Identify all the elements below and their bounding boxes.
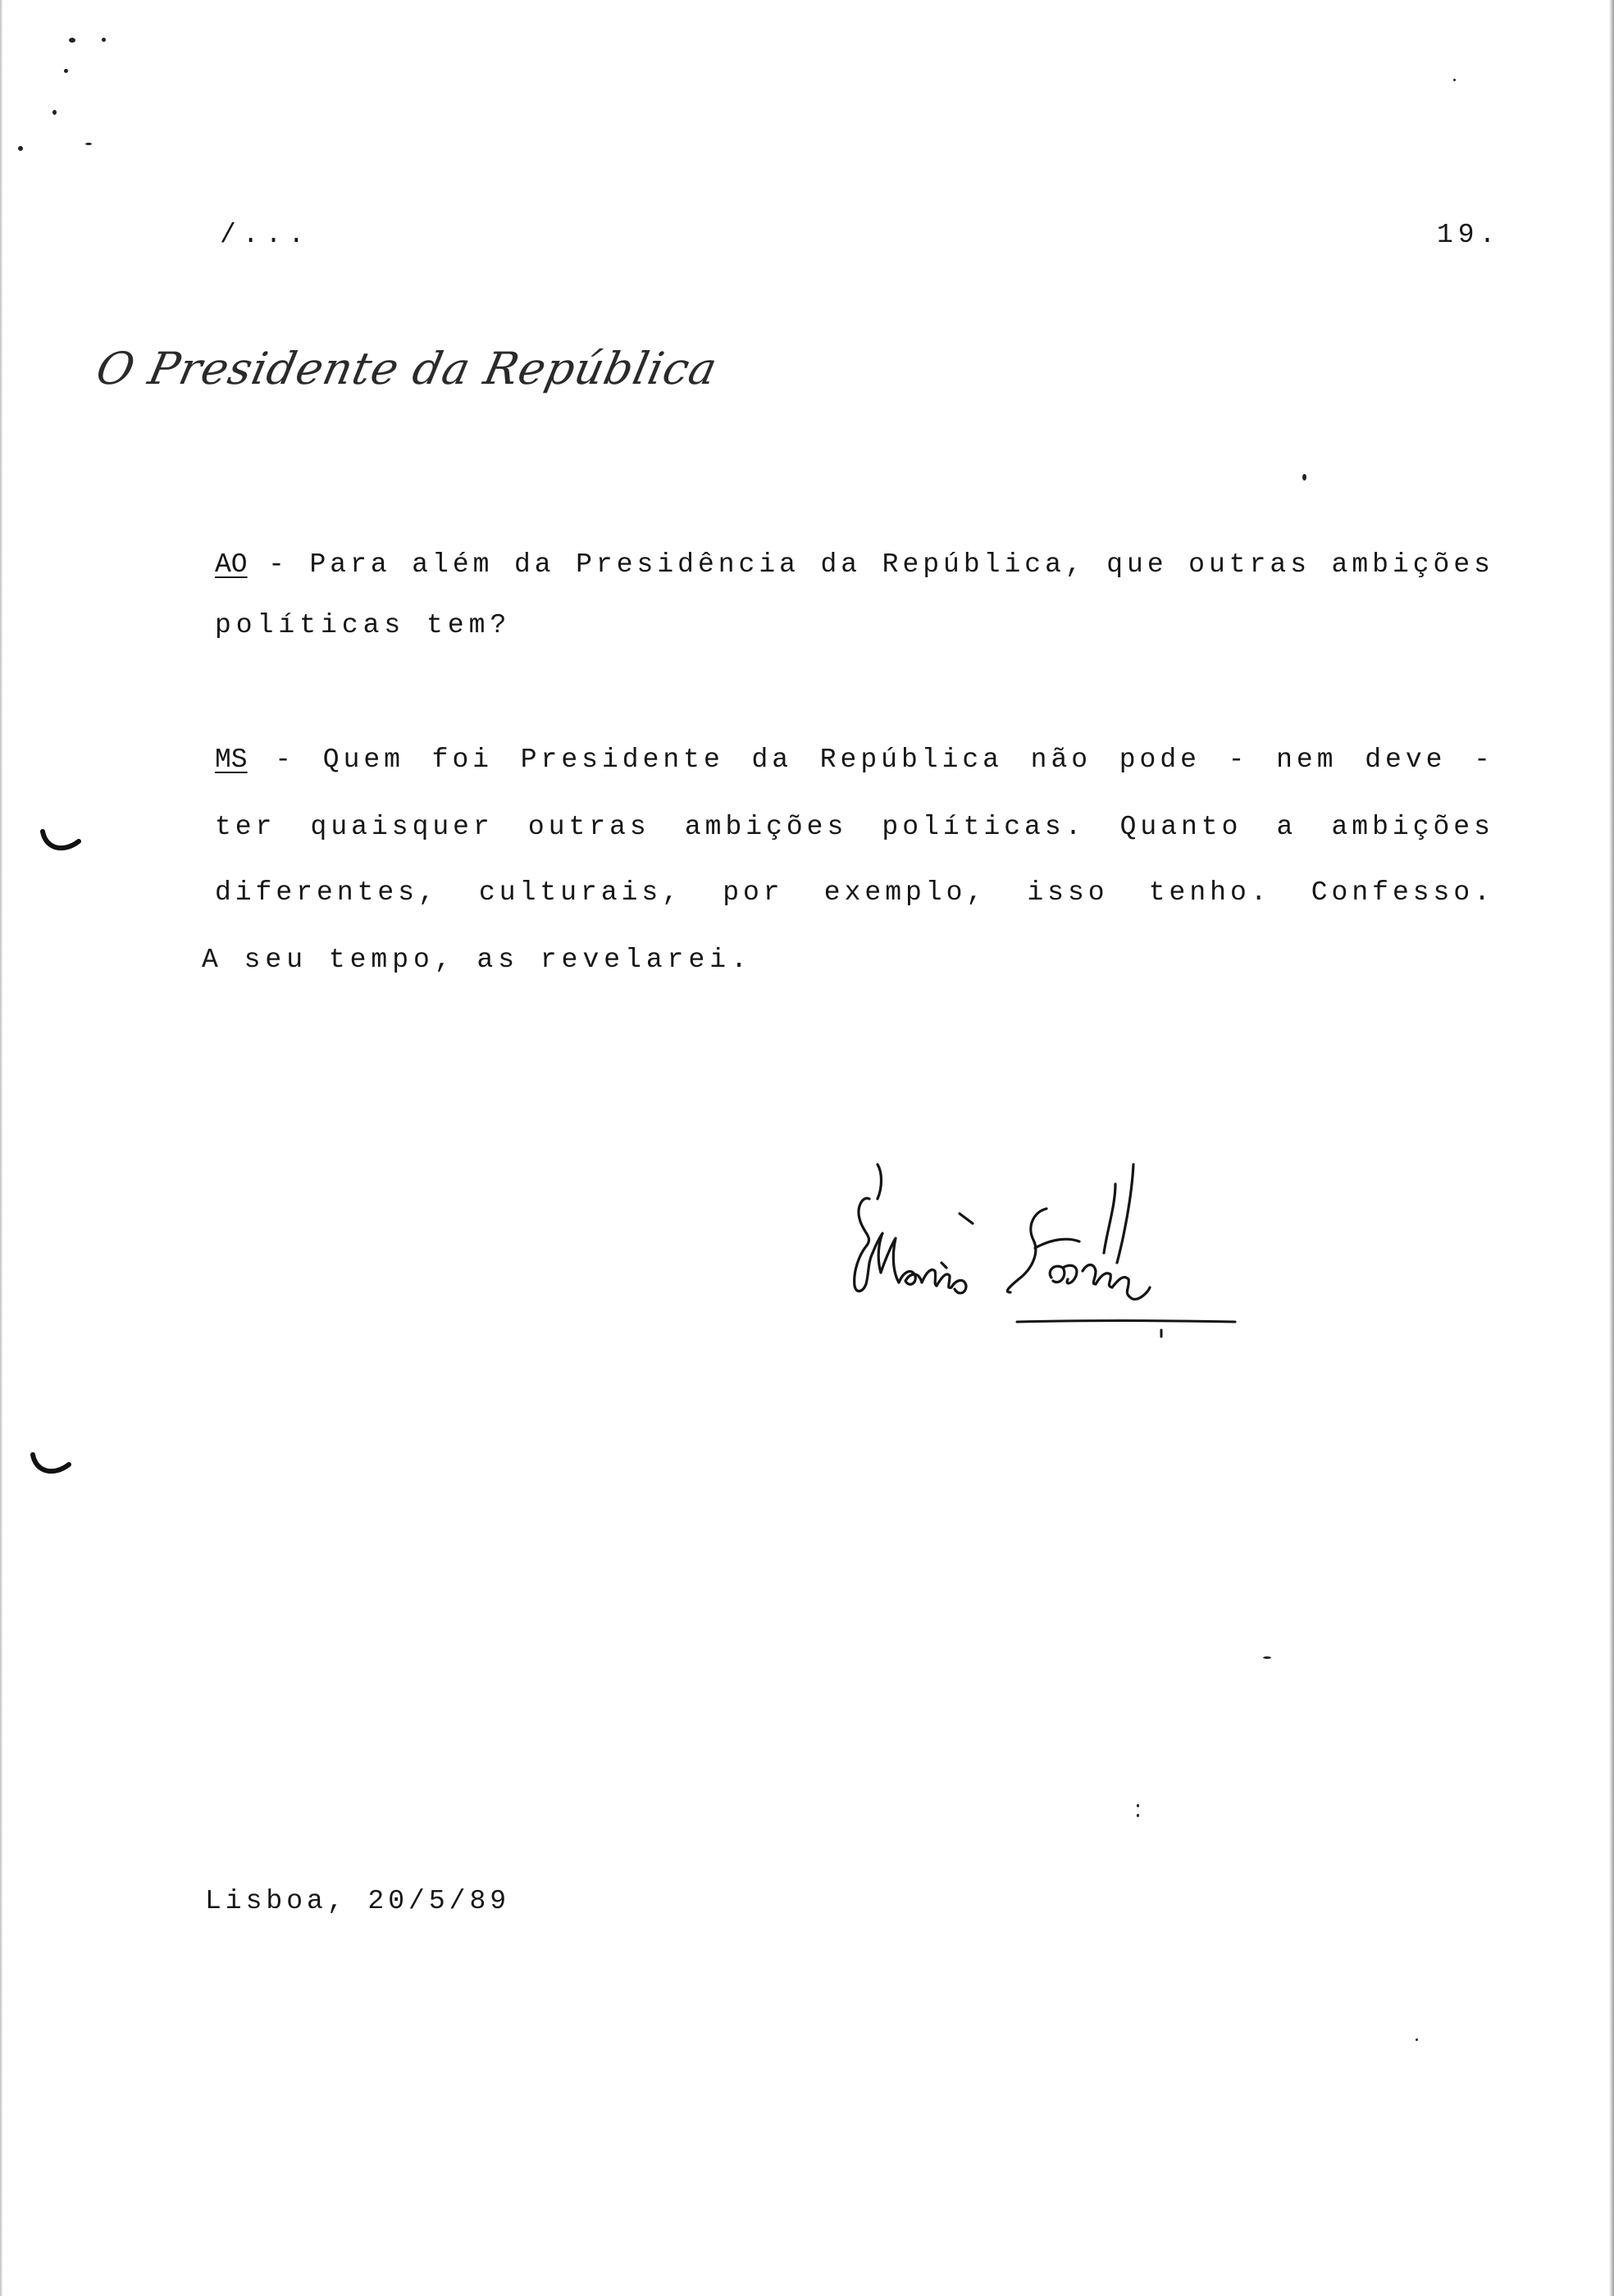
word: ambições — [1331, 812, 1494, 842]
word: República — [819, 745, 1003, 775]
word: foi — [431, 745, 494, 775]
speaker-label-answer: MS — [215, 745, 248, 775]
scan-speck — [18, 146, 23, 151]
word: outras — [1188, 549, 1311, 580]
word: políticas. — [882, 812, 1086, 842]
word: nem — [1276, 745, 1338, 775]
word: ambições — [1331, 549, 1494, 580]
word: da — [820, 549, 862, 580]
answer-line-4: A seu tempo, as revelarei. — [202, 945, 752, 975]
word: Quanto — [1119, 812, 1242, 842]
scan-edge-right — [1609, 0, 1614, 2296]
binder-hole-mark — [36, 820, 85, 869]
word: ter — [215, 812, 276, 842]
word: - — [1228, 745, 1249, 775]
question-line-2: políticas tem? — [215, 610, 512, 640]
word: além — [412, 549, 494, 580]
handwritten-signature — [845, 1148, 1238, 1345]
word: diferentes, — [215, 877, 439, 908]
word: a — [1276, 812, 1297, 842]
word: - — [1474, 745, 1494, 775]
question-line-1 — [215, 549, 1494, 580]
scan-speck — [1137, 1804, 1139, 1807]
word: tenho. — [1148, 877, 1271, 908]
word: isso — [1027, 877, 1109, 908]
word: - — [275, 745, 296, 775]
word: Confesso. — [1311, 877, 1494, 908]
word: - — [268, 549, 289, 580]
scan-speck — [64, 69, 68, 73]
scan-speck — [1416, 2039, 1418, 2041]
word: exemplo, — [823, 877, 987, 908]
place-and-date: Lisboa, 20/5/89 — [205, 1886, 511, 1916]
page-number: 19. — [1437, 220, 1501, 250]
scan-speck — [102, 38, 106, 42]
scan-edge-left — [0, 0, 2, 2296]
word: culturais, — [479, 877, 683, 908]
word: pode — [1119, 745, 1201, 775]
answer-line-1 — [215, 745, 1494, 775]
word: por — [723, 877, 784, 908]
word: que — [1106, 549, 1168, 580]
continuation-marker: /... — [220, 220, 312, 250]
scan-speck — [69, 38, 75, 43]
speaker-label-question: AO — [215, 549, 248, 580]
word: outras — [527, 812, 650, 842]
word: da — [513, 549, 555, 580]
binder-hole-mark — [26, 1443, 75, 1492]
scan-speck — [1263, 1656, 1271, 1659]
scan-speck — [1137, 1814, 1139, 1817]
word: Presidente — [520, 745, 724, 775]
word: Presidência — [576, 549, 800, 580]
scan-speck — [1302, 474, 1306, 481]
word: Quem — [322, 745, 404, 775]
answer-line-3 — [215, 877, 1494, 908]
scan-speck — [52, 110, 57, 115]
word: República, — [882, 549, 1086, 580]
word: não — [1030, 745, 1092, 775]
word: ambições — [684, 812, 848, 842]
scan-speck — [85, 143, 92, 145]
answer-line-2 — [215, 812, 1494, 842]
letterhead-title: O Presidente da República — [92, 343, 723, 394]
word: quaisquer — [310, 812, 494, 842]
scan-speck — [1453, 79, 1456, 81]
word: da — [751, 745, 793, 775]
word: Para — [309, 549, 391, 580]
word: deve — [1365, 745, 1447, 775]
